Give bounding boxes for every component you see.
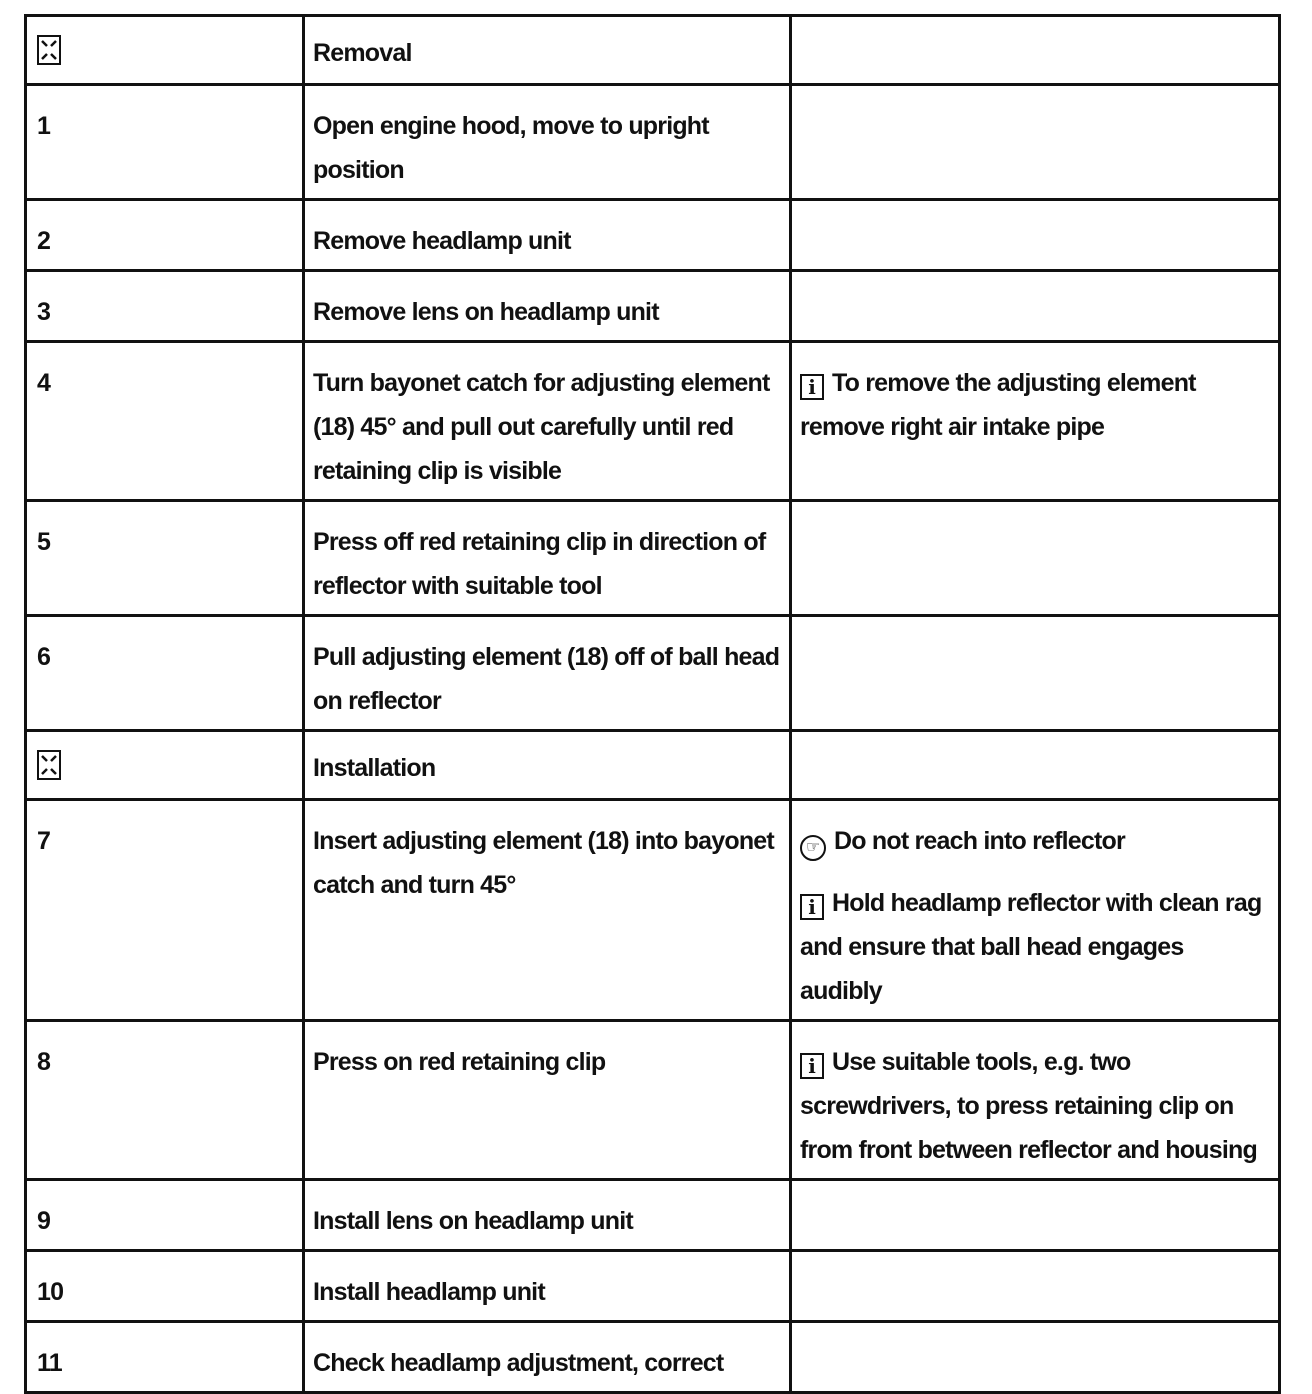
info-icon: i bbox=[800, 894, 824, 920]
step-number: 7 bbox=[26, 800, 304, 1021]
section-row-installation bbox=[26, 731, 1280, 800]
step-number: 11 bbox=[26, 1322, 304, 1393]
step-row bbox=[26, 85, 1280, 200]
step-number: 2 bbox=[26, 200, 304, 271]
step-text: Open engine hood, move to upright position bbox=[304, 85, 791, 200]
note-text: Hold headlamp reflector with clean rag and ensure that ball head engages audibly bbox=[800, 889, 1262, 1005]
step-row bbox=[26, 200, 1280, 271]
step-text: Remove lens on headlamp unit bbox=[304, 271, 791, 342]
step-row bbox=[26, 616, 1280, 731]
note-text: Use suitable tools, e.g. two screwdrivers, to press retaining clip on from front between reflector and housing bbox=[800, 1048, 1257, 1164]
step-number: 4 bbox=[26, 342, 304, 501]
section-row-removal bbox=[26, 16, 1280, 85]
step-text: Insert adjusting element (18) into bayonet catch and turn 45° bbox=[304, 800, 791, 1021]
step-row bbox=[26, 800, 1280, 1021]
step-text: Install headlamp unit bbox=[304, 1251, 791, 1322]
removal-tool-icon bbox=[37, 35, 61, 65]
step-text: Install lens on headlamp unit bbox=[304, 1180, 791, 1251]
step-number: 1 bbox=[26, 85, 304, 200]
step-text: Pull adjusting element (18) off of ball head on reflector bbox=[304, 616, 791, 731]
step-number: 3 bbox=[26, 271, 304, 342]
step-number: 8 bbox=[26, 1021, 304, 1180]
note-text: To remove the adjusting element remove right air intake pipe bbox=[800, 369, 1196, 441]
step-number: 5 bbox=[26, 501, 304, 616]
step-text: Check headlamp adjustment, correct bbox=[304, 1322, 791, 1393]
caution-note bbox=[800, 819, 1270, 863]
info-note bbox=[800, 881, 1270, 1013]
step-text: Press on red retaining clip bbox=[304, 1021, 791, 1180]
step-number: 9 bbox=[26, 1180, 304, 1251]
info-icon: i bbox=[800, 374, 824, 400]
note-text: Do not reach into reflector bbox=[834, 827, 1125, 855]
step-text: Press off red retaining clip in direction of reflector with suitable tool bbox=[304, 501, 791, 616]
step-text: Turn bayonet catch for adjusting element (18) 45° and pull out carefully until red retaining clip is visible bbox=[304, 342, 791, 501]
step-row bbox=[26, 1021, 1280, 1180]
step-number: 10 bbox=[26, 1251, 304, 1322]
installation-tool-icon bbox=[37, 750, 61, 780]
procedure-table bbox=[24, 14, 1281, 1394]
step-row bbox=[26, 271, 1280, 342]
step-row bbox=[26, 1322, 1280, 1393]
info-icon: i bbox=[800, 1053, 824, 1079]
info-note bbox=[800, 361, 1270, 449]
section-title: Removal bbox=[304, 16, 791, 85]
step-number: 6 bbox=[26, 616, 304, 731]
step-row bbox=[26, 1251, 1280, 1322]
step-row bbox=[26, 1180, 1280, 1251]
hand-caution-icon: ☞ bbox=[800, 835, 826, 861]
step-row bbox=[26, 342, 1280, 501]
step-row bbox=[26, 501, 1280, 616]
info-note bbox=[800, 1040, 1270, 1172]
step-text: Remove headlamp unit bbox=[304, 200, 791, 271]
section-title: Installation bbox=[304, 731, 791, 800]
